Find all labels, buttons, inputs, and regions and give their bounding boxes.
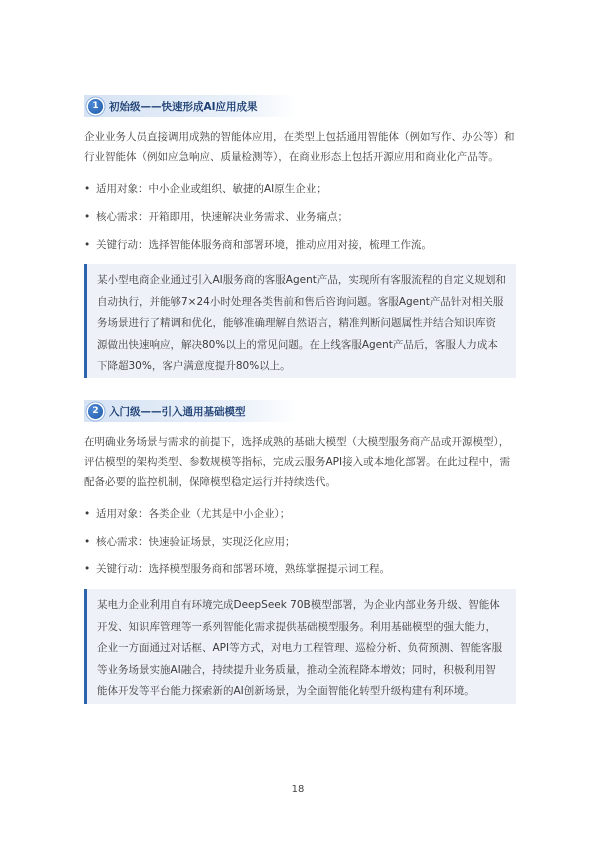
bullet-dot-icon: • <box>84 239 91 251</box>
bullet-text: 关键行动：选择模型服务商和部署环境，熟练掌握提示词工程。 <box>96 563 390 575</box>
section-1-bullet-1 <box>84 181 516 197</box>
bullet-text: 适用对象：各类企业（尤其是中小企业）； <box>96 508 291 520</box>
section-1-intro: 企业业务人员直接调用成熟的智能体应用，在类型上包括通用智能体（例如写作、办公等）和行业智能体（例如应急响应、质量检测等），在商业形态上包括开源应用和商业化产品等。 <box>84 131 515 163</box>
section-1-case-text: 某小型电商企业通过引入AI服务商的客服Agent产品，实现所有客服流程的自定义规划和自动执行，并能够7×24小时处理各类售前和售后咨询问题。客服Agent产品针对相关服务场景进行了精调和优化，能够准确理解自然语言，精准判断问题属性并结合知识库资源做出快速响应，解决80%以上的常见问题。在上线客服Agent产品后，客服人力成本下降超30%，客户满意度提升80%以上。 <box>97 274 506 372</box>
section-1-bullet-3 <box>84 237 516 253</box>
number-2-badge-icon: 2 <box>88 404 103 419</box>
bullet-text: 适用对象：中小企业或组织、敏捷的AI原生企业； <box>96 183 327 195</box>
bullet-dot-icon: • <box>84 536 91 548</box>
section-2-case-callout <box>84 589 516 704</box>
section-2-title: 入门级——引入通用基础模型 <box>109 405 246 418</box>
bullet-dot-icon: • <box>84 563 91 575</box>
section-2-header <box>84 400 298 422</box>
bullet-text: 核心需求：快速验证场景，实现泛化应用； <box>96 536 296 548</box>
section-2-case-text: 某电力企业利用自有环境完成DeepSeek 70B模型部署，为企业内部业务升级、智能体开发、知识库管理等一系列智能化需求提供基础模型服务。利用基础模型的强大能力，企业一方面通过对话框、API等方式，对电力工程管理、巡检分析、负荷预测、智能客服等业务场景实施AI融合，持续提升业务质量，推动全流程降本增效；同时，积极利用智能体开发等平台能力探索新的AI创新场景，为全面智能化转型升级构建有利环境。 <box>97 599 503 697</box>
page-number: 18 <box>291 784 305 795</box>
section-1-bullet-2 <box>84 209 516 225</box>
section-1-title: 初始级——快速形成AI应用成果 <box>109 100 258 113</box>
section-1-header <box>84 95 298 117</box>
section-2-bullet-1 <box>84 506 516 522</box>
bullet-dot-icon: • <box>84 508 91 520</box>
bullet-text: 核心需求：开箱即用，快速解决业务需求、业务痛点； <box>96 211 348 223</box>
number-1-badge-icon: 1 <box>88 99 103 114</box>
section-2-bullet-2 <box>84 534 516 550</box>
section-2-bullet-3 <box>84 561 516 577</box>
bullet-dot-icon: • <box>84 183 91 195</box>
section-2-intro: 在明确业务场景与需求的前提下，选择成熟的基础大模型（大模型服务商产品或开源模型），评估模型的架构类型、参数规模等指标，完成云服务API接入或本地化部署。在此过程中，需配备必要的监控机制，保障模型稳定运行并持续迭代。 <box>84 436 511 488</box>
bullet-dot-icon: • <box>84 211 91 223</box>
section-1-case-callout <box>84 264 516 378</box>
bullet-text: 关键行动：选择智能体服务商和部署环境，推动应用对接，梳理工作流。 <box>96 239 432 251</box>
